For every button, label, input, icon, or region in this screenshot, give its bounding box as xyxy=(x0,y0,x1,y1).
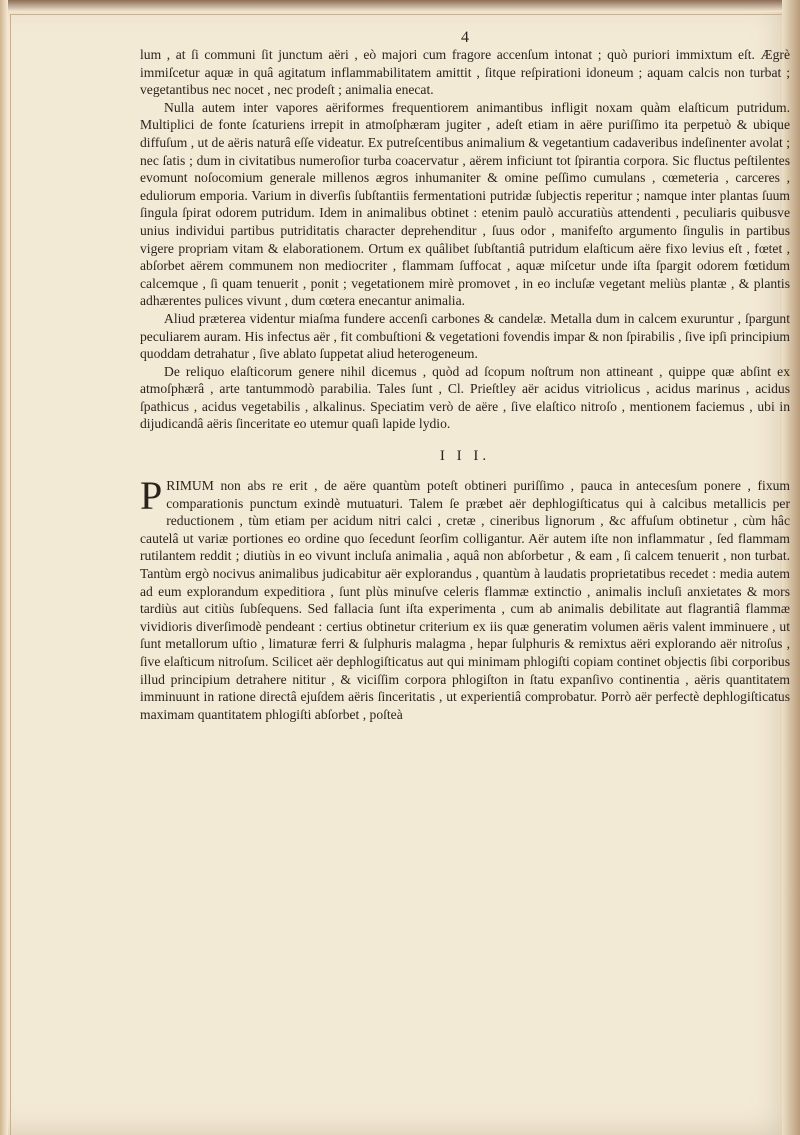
page-top-edge xyxy=(0,0,800,12)
page-number: 4 xyxy=(461,29,469,46)
section-heading: I I I. xyxy=(439,448,491,465)
paragraph-1: lum , at ſi communi ſit junctum aëri , eò majori cum fragore accenſum intonat ; quò puriori immixtum eſt. Ægrè immiſcetur aquæ in quâ agitatum inflammabilitatem amittit , ſitque reſpirationi idoneum ; aquam calcis non turbat ; vegetantibus nec nocet , nec prodeſt ; animalia enecat. xyxy=(140,47,790,98)
page-binding-edge xyxy=(0,0,8,1135)
paragraph-3: Aliud præterea videntur miaſma fundere accenſi carbones & candelæ. Metalla dum in calcem exuruntur , ſpargunt peculiarem auram. His infectus aër , fit combuſtioni & vegetationi fovendis impar & non ſpirabilis , ſive ipſi principium quoddam detrahatur , ſive ablato ſuppetat aliud heterogeneum. xyxy=(140,310,790,362)
section-paragraph xyxy=(140,473,790,723)
paragraph-2: Nulla autem inter vapores aëriformes frequentiorem animantibus infligit noxam quàm elaſticum putridum. Multiplici de fonte ſcaturiens irrepit in atmoſphæram jugiter , adeſt etiam in aëre puriſſimo ita perpetuò & ubique diffuſum , ut de aëris naturâ eſſe videatur. Ex putreſcentibus animalium & vegetantium cadaveribus indeſinenter avolat ; nec ſatis ; dum in civitatibus numeroſior turba coacervatur , aërem inficiunt tot ſpirantia corpora. Sic fluctus peſtilentes evomunt noſocomium generale millenos ægros inhumaniter & omine peſſimo cumulans , cœmeteria , carceres , eduliorum emporia. Varium in diverſis ſubſtantiis fermentationi putridæ ſubjectis reperitur ; namque inter plantas ſuum ſingula ſpirat odorem putridum. Idem in animalibus obtinet : etenim paulò accuratiùs attendenti , peculiaris quibusve unius individui partibus putriditatis character deprehenditur , ſuus odor , manifeſto argumento ſingulis in partibus vigere propriam vitam & elaborationem. Ortum ex quâlibet ſubſtantiâ putridum elaſticum aëre fixo levius eſt , fœtet , abſorbet aërem communem non mediocriter , flammam ſuffocat , aquæ miſcetur unde iſta ſpargit odorem fœtidum calcemque , ſi quam tenuerit , ponit ; vegetationem mirè promovet , in eo incluſæ vegetant meliùs plantæ , & plantis adhærentes pulices vivunt , dum cœtera enecantur animalia. xyxy=(140,99,790,309)
section-text: RIMUM non abs re erit , de aëre quantùm poteſt obtineri puriſſimo , pauca in antecesſum ponere , fixum comparationis punctum exindè mutuaturi. Talem ſe præbet aër dephlogiſticatus qui à calcibus metallicis per reductionem , tùm etiam per acidum nitri calci , cretæ , cineribus lignorum , &c affuſum obtinetur , cùm hâc cautelâ ut variæ portiones eo ordine quo ſecedunt ſeorſim colligantur. Aër autem iſte non inflammatur , ſed flammam rutilantem reddit ; diutiùs in eo vivunt incluſa animalia , aquâ non abſorbetur , & eam , ſi calcem tenuerit , non turbat. Tantùm ergò nocivus animalibus judicabitur aër explorandus , quantùm à laudatis proprietatibus recedet : media autem ad eum explorandum expeditiora , ſunt plùs minuſve celeris flammæ extinctio , animalis incluſi anxietates & mors tardiùs aut citiùs ſubſequens. Sed fallacia ſunt iſta experimenta , cum ab animalis debilitate aut flagrantiâ flammæ vividioris diverſimodè pendeant : certius obtinetur criterium ex iis quæ generatim volumen aëris valent imminuere , ut ſunt metallorum uſtio , limaturæ ferri & ſulphuris malagma , hepar ſulphuris & remixtus aëri explorando aër nitroſus , ſive elaſticum nitroſum. Scilicet aër dephlogiſticatus aut qui minimam phlogiſti copiam continet objectis ſibi corporibus illud principium detrahere nititur , & viciſſim corpora phlogiſton in ſtatu expanſivo continentia , aëris quantitatem imminuunt in ratione directâ ejuſdem aëris ſinceritatis , ut experientiâ comprobatur. Porrò aër perfectè dephlogiſticatus maximam quantitatem phlogiſti abſorbet , poſteà xyxy=(140,478,790,722)
paragraph-4: De reliquo elaſticorum genere nihil dicemus , quòd ad ſcopum noſtrum non attineant , quippe quæ abſint ex atmoſphærâ , arte tantummodò parabilia. Tales ſunt , Cl. Prieſtley aër acidus vitriolicus , acidus marinus , acidus ſpathicus , acidus vegetabilis , alkalinus. Speciatim verò de aëre , ſive elaſtico nitroſo , mentionem faciemus , ubi in dijudicandâ aëris ſinceritate eo utemur quaſi lapide lydio. xyxy=(140,363,790,432)
drop-cap: P xyxy=(140,473,163,519)
page-text-block xyxy=(140,30,790,723)
